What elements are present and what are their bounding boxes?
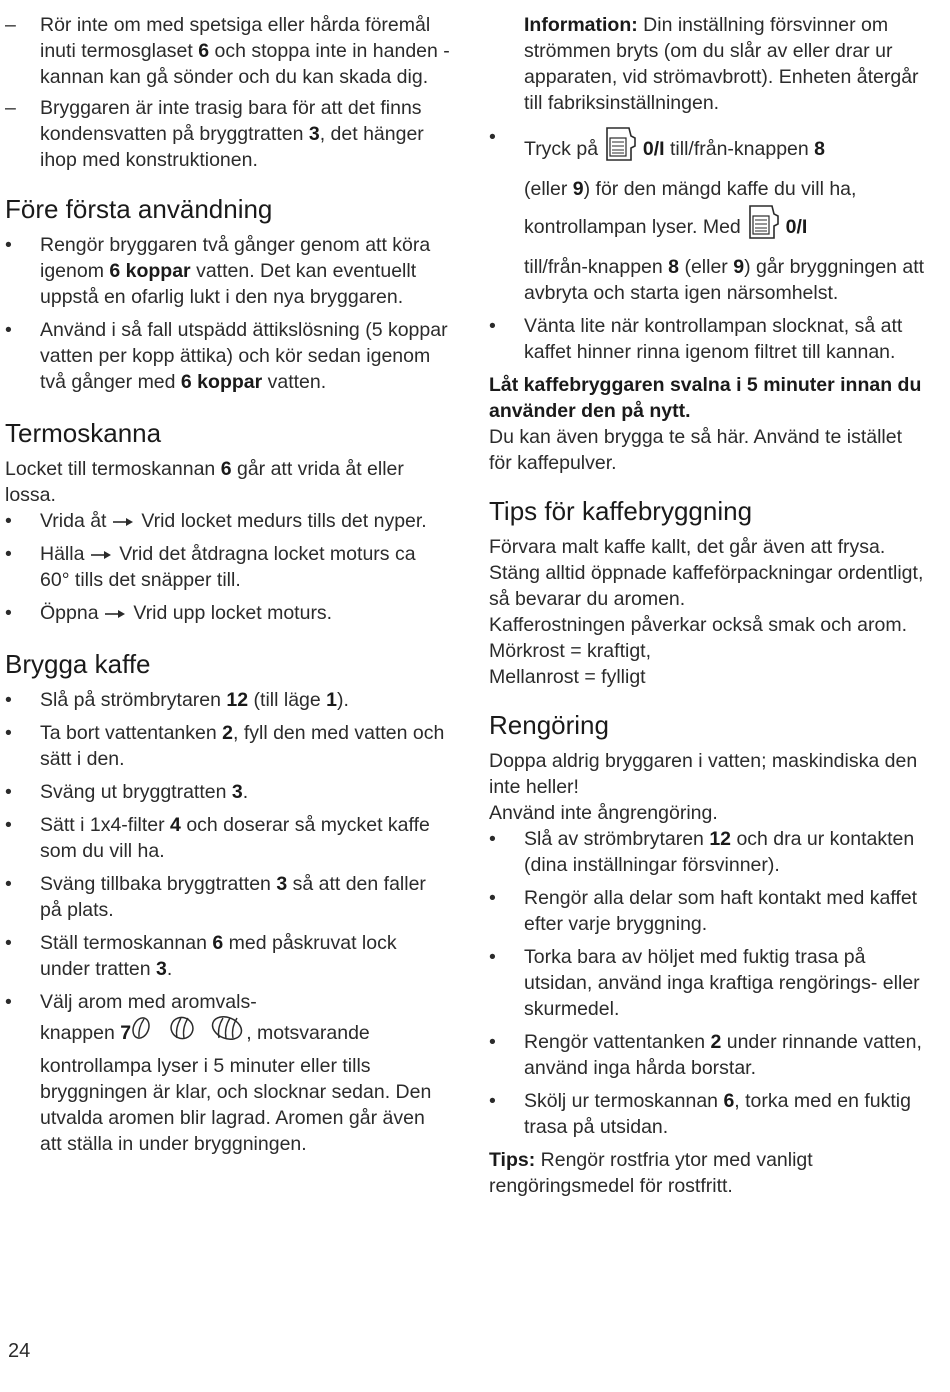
list-item: • Sätt i 1x4-filter 4 och doserar så mycket kaffe som du vill ha. bbox=[5, 814, 430, 862]
list-item: • Rengör vattentanken 2 under rinnande vatten, använd inga hårda borstar. bbox=[489, 1031, 922, 1079]
list-item: • Hälla Vrid det åtdragna locket moturs ca 60° tills det snäpper till. bbox=[5, 543, 416, 591]
tips-note: Tips: Rengör rostfria ytor med vanligt rengöringsmedel för rostfritt. bbox=[489, 1149, 813, 1197]
fore-list bbox=[5, 232, 450, 395]
list-item: • Torka bara av höljet med fuktig trasa på utsidan, använd inga kraftiga rengörings- eller skurmedel. bbox=[489, 946, 920, 1020]
te-text: Du kan även brygga te så här. Använd te istället för kaffepulver. bbox=[489, 426, 903, 474]
termoskanna-list bbox=[5, 508, 450, 626]
list-item: • Slå på strömbrytaren 12 (till läge 1). bbox=[5, 689, 349, 711]
list-item: • Ta bort vattentanken 2, fyll den med vatten och sätt i den. bbox=[5, 722, 445, 770]
list-item: • Sväng ut bryggtratten 3. bbox=[5, 781, 249, 803]
list-item: • Öppna Vrid upp locket moturs. bbox=[5, 602, 333, 624]
termoskanna-text: Locket till termoskannan 6 går att vrida åt eller lossa. bbox=[5, 458, 404, 506]
section-heading-rengoring: Rengöring bbox=[489, 710, 609, 740]
coffee-bean-icon bbox=[208, 1015, 246, 1053]
rengoring-list bbox=[489, 826, 929, 1140]
coffee-bean-icon bbox=[131, 1015, 151, 1053]
list-item: – Bryggaren är inte trasig bara för att det finns kondensvatten på bryggtratten 3, det hänger ihop med konstruktionen. bbox=[5, 97, 424, 171]
arrow-right-icon bbox=[112, 508, 136, 534]
coffee-bean-icon bbox=[167, 1015, 197, 1053]
section-heading-termoskanna: Termoskanna bbox=[5, 418, 162, 448]
carafe-button-icon bbox=[746, 202, 780, 254]
right-column: Information: Din inställning försvinner om strömmen bryts (om du slår av eller drar ur apparaten, vid strömavbrott). Enheten återgår till fabriksinställningen. • Tryck på 0/I till/från-knappen 8 (eller 9) för den mängd kaffe du vill ha, kontrollampan lyser. Med 0/I till/från-knappen 8 (eller 9) går bryggningen att avbryta och starta igen närsomhelst. • Vänta lite när kontrollampan slocknat, så att kaffet hinner rinna igenom filtret till kannan. Låt kaffebryggaren svalna i 5 minuter innan du använder den på nytt. Du kan även brygga te så här. Använd te istället för kaffepulver. Tips för kaffebryggning Förvara malt kaffe kallt, det går även att frysa. Stäng alltid öppnade kaffeförpackningar ordentligt, så bevarar du aromen. Kafferostningen påverkar också smak och arom. Mörkrost = kraftigt, Mellanrost = fylligt Rengöring Doppa aldrig bryggaren i vatten; maskindiska den inte heller! Använd inte ångrengöring. • Slå av strömbrytaren 12 och dra ur kontakten (dina inställningar försvinner). • Rengör alla delar som haft kontakt med kaffet efter varje bryggning. • Torka bara av höljet med fuktig trasa på utsidan, använd inga kraftiga rengörings- eller skurmedel. • Rengör vattentanken 2 under rinnande vatten, använd inga hårda borstar. • Skölj ur termoskannan 6, torka med en fuktig trasa på utsidan. Tips: Rengör rostfria ytor med vanligt rengöringsmedel för rostfritt. bbox=[489, 12, 929, 1199]
section-heading-fore: Före första användning bbox=[5, 194, 273, 224]
arrow-right-icon bbox=[90, 541, 114, 567]
list-item: • Använd i så fall utspädd ättikslösning (5 koppar vatten per kopp ättika) och kör sedan igenom två gånger med 6 koppar vatten. bbox=[5, 319, 448, 393]
list-item: • Vrida åt Vrid locket medurs tills det nyper. bbox=[5, 510, 427, 532]
intro-list bbox=[5, 12, 450, 173]
tryck-list bbox=[489, 124, 929, 365]
list-item: • Slå av strömbrytaren 12 och dra ur kontakten (dina inställningar försvinner). bbox=[489, 828, 915, 876]
list-item: • Rengör alla delar som haft kontakt med kaffet efter varje bryggning. bbox=[489, 887, 918, 935]
list-item: • Skölj ur termoskannan 6, torka med en fuktig trasa på utsidan. bbox=[489, 1090, 911, 1138]
brygga-list bbox=[5, 687, 450, 1157]
information-note: Information: Din inställning försvinner om strömmen bryts (om du slår av eller drar ur apparaten, vid strömavbrott). Enheten återgår till fabriksinställningen. bbox=[524, 14, 919, 114]
list-item: • Rengör bryggaren två gånger genom att köra igenom 6 koppar vatten. Det kan eventuellt uppstå en ofarlig lukt i den nya bryggaren. bbox=[5, 234, 431, 308]
carafe-button-icon bbox=[603, 124, 637, 176]
warning-text: Låt kaffebryggaren svalna i 5 minuter innan du använder den på nytt. bbox=[489, 374, 922, 422]
list-item: • Vänta lite när kontrollampan slocknat, så att kaffet hinner rinna igenom filtret till kannan. bbox=[489, 315, 903, 363]
list-item: – Rör inte om med spetsiga eller hårda föremål inuti termosglaset 6 och stoppa inte in handen - kannan kan gå sönder och du kan skada dig. bbox=[5, 14, 450, 88]
list-item: • Välj arom med aromvals- knappen 7 , motsvarande kontrollampa lyser i 5 minuter eller tills bryggningen är klar, och slocknar sedan. Den utvalda aromen blir lagrad. Aromen går även att ställa in under bryggningen. bbox=[5, 991, 432, 1155]
arrow-right-icon bbox=[104, 600, 128, 626]
list-item: • Sväng tillbaka bryggtratten 3 så att den faller på plats. bbox=[5, 873, 426, 921]
page-number: 24 bbox=[8, 1340, 31, 1362]
section-heading-tips: Tips för kaffebryggning bbox=[489, 496, 753, 526]
section-heading-brygga: Brygga kaffe bbox=[5, 649, 151, 679]
list-item: • Tryck på 0/I till/från-knappen 8 (eller 9) för den mängd kaffe du vill ha, kontrollampan lyser. Med 0/I till/från-knappen 8 (eller 9) går bryggningen att avbryta och starta igen närsomhelst. bbox=[489, 126, 925, 304]
list-item: • Ställ termoskannan 6 med påskruvat lock under tratten 3. bbox=[5, 932, 397, 980]
left-column bbox=[5, 12, 450, 1164]
